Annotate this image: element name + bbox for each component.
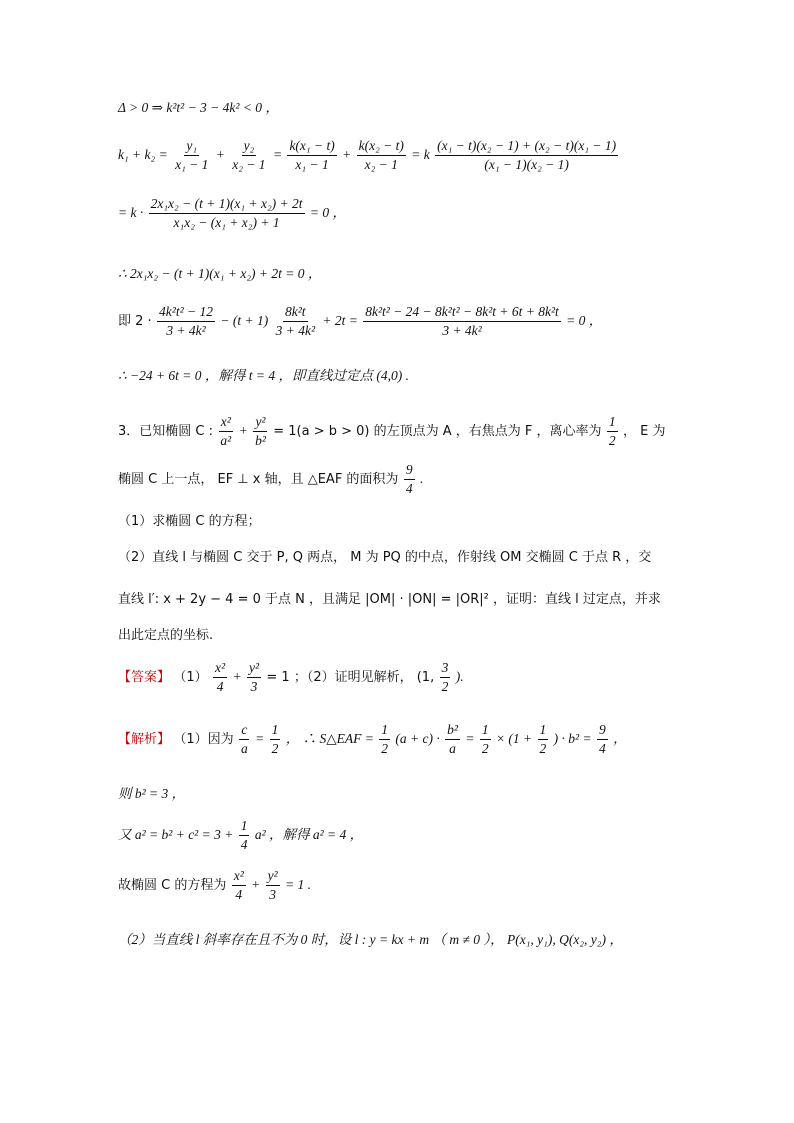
ellipse-equation-label: 故椭圆 C 的方程为	[118, 877, 227, 893]
fraction-denominator: 3 + 4k²	[442, 323, 482, 339]
fraction-denominator: a	[449, 741, 456, 757]
fraction	[230, 138, 267, 173]
fraction	[213, 660, 227, 695]
question-2-cont: 直线 l′: x + 2y − 4 = 0 于点 N ，且满足 |OM| · |ON| = |OR|² ，证明：直线 l 过定点，并求	[118, 592, 661, 607]
equals: =	[465, 730, 475, 746]
problem-3-condition: = 1(a > b > 0) 的左顶点为 A ，右焦点为 F ，离心率为	[273, 423, 602, 439]
b-squared: ) · b² =	[553, 730, 592, 746]
substitution-line	[118, 304, 602, 339]
analysis-because: （1）因为	[173, 731, 234, 747]
delta-condition-line: Δ > 0 ⇒ k²t² − 3 − 4k² < 0 ，	[118, 100, 279, 115]
fraction-numerator: 1	[239, 818, 250, 836]
fraction-denominator: 4	[598, 741, 606, 757]
question-1: （1）求椭圆 C 的方程；	[118, 514, 261, 529]
fraction	[239, 818, 250, 853]
comma: ，	[613, 730, 627, 746]
fraction-denominator: 2	[539, 741, 547, 757]
fraction-denominator: a²	[220, 433, 232, 449]
fraction	[538, 722, 549, 757]
fraction-numerator: y²	[253, 414, 267, 432]
fraction-numerator: y²	[247, 660, 261, 678]
a-squared-result: a² ，解得 a² = 4 ，	[254, 826, 364, 842]
fraction-denominator: 4	[235, 887, 243, 903]
slope-sum-line: k₁ + k₂ = $\frac{\text{y₁}}{\text{x₁ − 1}}$ + $\frac{\text{y₂}}{\text{x₂ − 1}}$ = $\frac{\text{k(x₁ − t)}}{\text{x₁ − 1}}$ + $\frac{\text{k(x₂ − t)}}{\text{x₂ − 1}}$ = k $\frac{\text{(x₁ − t)(x₂ − 1) + (x₂ − t)(x₁ − 1)}}{\text{(x₁ − 1)(x₂ − 1)}}$	[118, 138, 617, 173]
answer-end: ).	[455, 668, 464, 684]
fraction-denominator: 3 + 4k²	[275, 323, 315, 339]
fraction-numerator: 9	[404, 462, 415, 480]
fraction	[253, 414, 268, 449]
therefore-line: ∴ 2x₁x₂ − (t + 1)(x₁ + x₂) + 2t = 0 ，	[118, 266, 322, 281]
fraction	[404, 462, 415, 497]
fraction-numerator: 1	[538, 722, 549, 740]
fraction	[440, 660, 451, 695]
fraction-numerator: y₂	[242, 138, 257, 156]
fraction-numerator: k(x₁ − t)	[287, 138, 336, 156]
fraction-numerator: 4k²t² − 12	[157, 304, 215, 322]
fraction	[274, 304, 317, 339]
fraction-denominator: 4	[405, 481, 413, 497]
fraction	[266, 868, 280, 903]
plus-2t: + 2t =	[322, 312, 358, 328]
fraction-denominator: 2	[271, 741, 279, 757]
fraction	[363, 304, 561, 339]
equals-zero: = 0 ，	[309, 204, 347, 220]
fraction-numerator: k(x₂ − t)	[357, 138, 406, 156]
fraction	[287, 138, 336, 173]
slope-sum-lhs: k₁ + k₂ =	[118, 146, 168, 162]
fraction	[149, 196, 305, 231]
fraction-numerator: 2x₁x₂ − (t + 1)(x₁ + x₂) + 2t	[149, 196, 305, 214]
fraction	[239, 722, 250, 757]
fraction-numerator: y²	[266, 868, 280, 886]
analysis-tag: 【解析】	[118, 731, 171, 747]
fraction-numerator: x²	[213, 660, 227, 678]
analysis-line-4	[118, 868, 311, 903]
fraction	[445, 722, 460, 757]
fraction-denominator: 3	[269, 887, 277, 903]
fraction	[173, 138, 210, 173]
fraction-denominator: x₁ − 1	[295, 157, 329, 173]
fraction-numerator: y₁	[184, 138, 199, 156]
problem-3-intro: 3．已知椭圆 C :	[118, 423, 213, 439]
fraction-numerator: x²	[232, 868, 246, 886]
answer-tag: 【答案】	[118, 669, 171, 685]
area-label: ， ∴ S△EAF =	[285, 730, 374, 746]
slope-sum-simplified-line	[118, 196, 346, 231]
fraction-denominator: a	[241, 741, 248, 757]
problem-3-statement: 3．已知椭圆 C : $\frac{\text{x²}}{\text{a²}}$ + $\frac{\text{y²}}{\text{b²}}$ = 1(a > b > 0) 的左顶点为 A ，右焦点为 F ，离心率为 $\frac{1}{2}$ ， E 为	[118, 414, 666, 449]
fraction-denominator: 2	[608, 433, 616, 449]
fraction	[218, 414, 233, 449]
problem-3-e-label: ， E 为	[623, 423, 666, 439]
fraction-denominator: 4	[240, 837, 248, 853]
plus: +	[251, 876, 261, 892]
problem-3-statement-cont	[118, 462, 423, 497]
analysis-line-2: 则 b² = 3 ，	[118, 786, 186, 801]
fraction-denominator: x₁ − 1	[175, 157, 209, 173]
fraction-denominator: x₂ − 1	[232, 157, 266, 173]
fraction-denominator: 2	[441, 679, 449, 695]
fraction-numerator: 3	[440, 660, 451, 678]
fraction-denominator: (x₁ − 1)(x₂ − 1)	[484, 157, 569, 173]
fraction	[379, 722, 390, 757]
equals-one: = 1 .	[285, 876, 312, 892]
fraction-denominator: 2	[381, 741, 389, 757]
fraction-numerator: 1	[607, 414, 618, 432]
fraction-numerator: 9	[597, 722, 608, 740]
equals-zero: = 0 ，	[566, 312, 603, 328]
analysis-line-5: （2）当直线 l 斜率存在且不为 0 时，设 l : y = kx + m （ m ≠ 0 ）， P(x₁, y₁), Q(x₂, y₂) ，	[118, 932, 623, 947]
equals: =	[255, 730, 265, 746]
solve-t-line: ∴ −24 + 6t = 0 ，解得 t = 4 ，即直线过定点 (4,0) .	[118, 368, 410, 383]
fraction	[232, 868, 246, 903]
equals-k-dot: = k ·	[118, 204, 144, 220]
analysis-line-3	[118, 818, 363, 853]
fraction	[607, 414, 618, 449]
fraction	[357, 138, 406, 173]
period: .	[419, 470, 424, 486]
fraction-numerator: 1	[379, 722, 390, 740]
fraction-numerator: 8k²t	[283, 304, 308, 322]
fraction-denominator: 2	[481, 741, 489, 757]
fraction	[247, 660, 261, 695]
fraction-numerator: x²	[219, 414, 233, 432]
a-squared-expr: 又 a² = b² + c² = 3 +	[118, 826, 234, 842]
question-2-end: 出此定点的坐标.	[118, 628, 214, 643]
analysis-line-1	[118, 722, 627, 757]
fraction-numerator: (x₁ − t)(x₂ − 1) + (x₂ − t)(x₁ − 1)	[435, 138, 618, 156]
answer-part-1: （1）	[173, 669, 208, 685]
fraction-numerator: b²	[445, 722, 460, 740]
answer-line: 【答案】 （1） $\frac{\text{x²}}{4}$ + $\frac{\text{y²}}{3}$ = 1 ；（2）证明见解析， (1, $\frac{3}{2}$ ).	[118, 660, 464, 695]
minus-term: − (t + 1)	[220, 312, 269, 328]
fraction-denominator: b²	[255, 433, 266, 449]
ji-prefix: 即 2 ·	[118, 313, 152, 329]
fraction-denominator: 3 + 4k²	[166, 323, 206, 339]
fraction-numerator: 1	[270, 722, 281, 740]
fraction-numerator: 1	[480, 722, 491, 740]
times-one-plus: × (1 +	[495, 730, 533, 746]
fraction-denominator: 4	[216, 679, 224, 695]
fraction-numerator: c	[239, 722, 249, 740]
fraction	[270, 722, 281, 757]
fraction-denominator: x₂ − 1	[364, 157, 398, 173]
fraction	[480, 722, 491, 757]
fraction	[157, 304, 215, 339]
answer-part-2: = 1 ；（2）证明见解析， (1,	[266, 669, 435, 685]
fraction-numerator: 8k²t² − 24 − 8k²t² − 8k²t + 6t + 8k²t	[363, 304, 561, 322]
question-2: （2）直线 l 与椭圆 C 交于 P, Q 两点， M 为 PQ 的中点，作射线 OM 交椭圆 C 于点 R ，交	[118, 550, 652, 565]
fraction-denominator: 3	[250, 679, 258, 695]
fraction	[597, 722, 608, 757]
a-plus-c: (a + c) ·	[395, 730, 440, 746]
fraction	[435, 138, 618, 173]
problem-3-area-text: 椭圆 C 上一点， EF ⊥ x 轴，且 △EAF 的面积为	[118, 471, 399, 487]
fraction-denominator: x₁x₂ − (x₁ + x₂) + 1	[173, 215, 280, 231]
